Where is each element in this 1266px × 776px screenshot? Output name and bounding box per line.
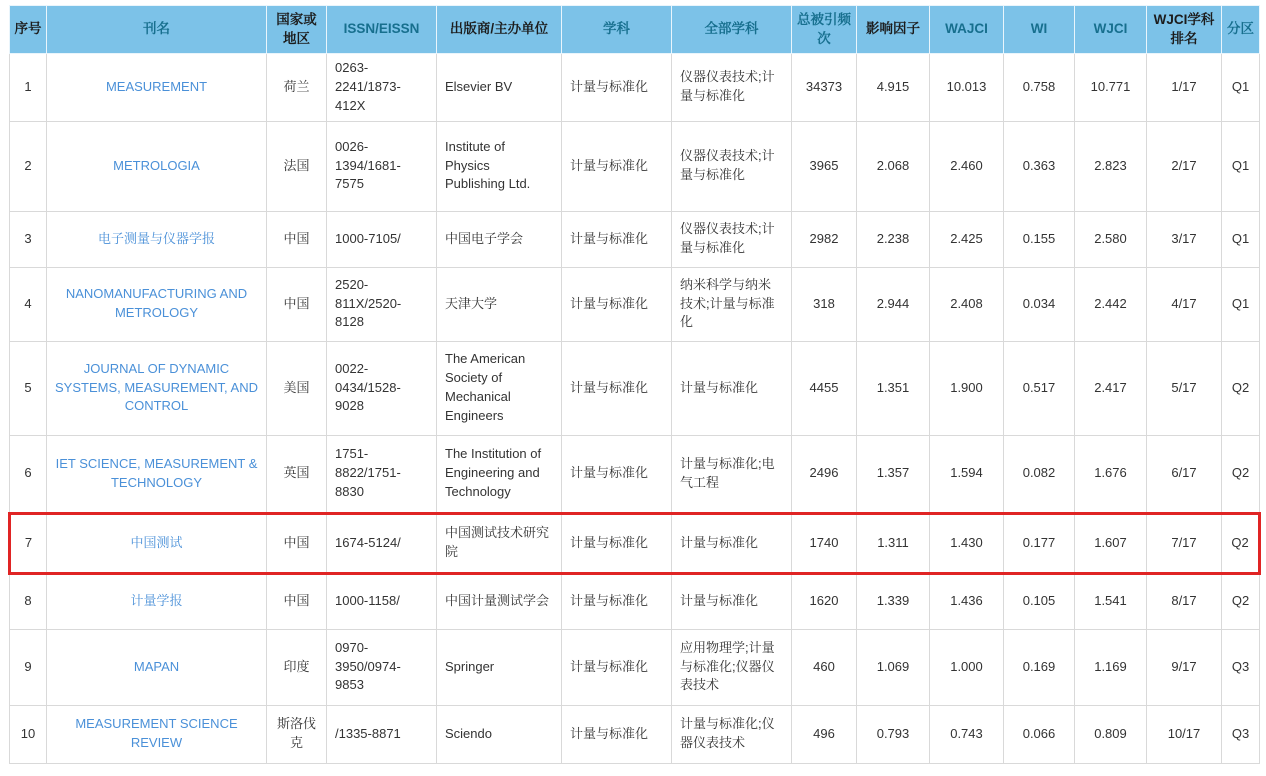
cell-wjci_rank: 8/17	[1147, 573, 1222, 629]
cell-issn: 1000-1158/	[327, 573, 437, 629]
table-row	[10, 435, 1260, 513]
cell-no: 1	[10, 54, 47, 122]
cell-all_subjects: 纳米科学与纳米技术;计量与标准化	[672, 267, 792, 341]
cell-all_subjects: 仪器仪表技术;计量与标准化	[672, 211, 792, 267]
cell-wjci_rank: 9/17	[1147, 629, 1222, 705]
cell-wjci_rank: 2/17	[1147, 121, 1222, 211]
table-row	[10, 211, 1260, 267]
column-header-wjci_rank: WJCI学科排名	[1147, 6, 1222, 54]
cell-wjci: 1.541	[1075, 573, 1147, 629]
cell-wjci: 1.676	[1075, 435, 1147, 513]
cell-wjci: 2.580	[1075, 211, 1147, 267]
cell-wi: 0.177	[1004, 513, 1075, 573]
cell-issn: 0022-0434/1528-9028	[327, 341, 437, 435]
cell-name	[47, 435, 267, 513]
cell-subject: 计量与标准化	[562, 513, 672, 573]
journal-ranking-table-container	[8, 5, 1258, 764]
cell-wjci_rank: 10/17	[1147, 705, 1222, 763]
cell-wajci: 2.460	[930, 121, 1004, 211]
table-row	[10, 341, 1260, 435]
cell-wi: 0.105	[1004, 573, 1075, 629]
column-header-wjci: WJCI	[1075, 6, 1147, 54]
cell-impact_factor: 0.793	[857, 705, 930, 763]
column-header-name: 刊名	[47, 6, 267, 54]
cell-wjci: 2.823	[1075, 121, 1147, 211]
cell-all_subjects: 仪器仪表技术;计量与标准化	[672, 121, 792, 211]
cell-issn: 0026-1394/1681-7575	[327, 121, 437, 211]
journal-link[interactable]: JOURNAL OF DYNAMIC SYSTEMS, MEASUREMENT, AND CONTROL	[55, 360, 258, 414]
cell-name	[47, 705, 267, 763]
cell-name	[47, 54, 267, 122]
cell-no: 2	[10, 121, 47, 211]
cell-wjci_rank: 6/17	[1147, 435, 1222, 513]
cell-impact_factor: 2.238	[857, 211, 930, 267]
cell-wajci: 2.425	[930, 211, 1004, 267]
cell-country: 中国	[267, 267, 327, 341]
cell-impact_factor: 1.351	[857, 341, 930, 435]
cell-wjci_rank: 1/17	[1147, 54, 1222, 122]
cell-wi: 0.155	[1004, 211, 1075, 267]
cell-issn: 0263-2241/1873-412X	[327, 54, 437, 122]
cell-subject: 计量与标准化	[562, 341, 672, 435]
cell-subject: 计量与标准化	[562, 54, 672, 122]
cell-wjci: 10.771	[1075, 54, 1147, 122]
cell-subject: 计量与标准化	[562, 121, 672, 211]
cell-country: 法国	[267, 121, 327, 211]
cell-no: 4	[10, 267, 47, 341]
journal-link[interactable]: MEASUREMENT	[105, 78, 208, 94]
cell-subject: 计量与标准化	[562, 629, 672, 705]
cell-publisher: Springer	[437, 629, 562, 705]
cell-country: 荷兰	[267, 54, 327, 122]
cell-quartile: Q3	[1222, 629, 1260, 705]
cell-subject: 计量与标准化	[562, 211, 672, 267]
cell-quartile: Q2	[1222, 573, 1260, 629]
cell-citations: 1620	[792, 573, 857, 629]
cell-citations: 460	[792, 629, 857, 705]
cell-all_subjects: 计量与标准化;仪器仪表技术	[672, 705, 792, 763]
cell-publisher: 中国计量测试学会	[437, 573, 562, 629]
cell-impact_factor: 1.311	[857, 513, 930, 573]
cell-all_subjects: 仪器仪表技术;计量与标准化	[672, 54, 792, 122]
cell-wajci: 1.436	[930, 573, 1004, 629]
cell-quartile: Q2	[1222, 513, 1260, 573]
cell-name	[47, 121, 267, 211]
cell-no: 5	[10, 341, 47, 435]
cell-name	[47, 513, 267, 573]
table-body	[10, 54, 1260, 764]
cell-citations: 2982	[792, 211, 857, 267]
cell-country: 中国	[267, 211, 327, 267]
cell-country: 斯洛伐克	[267, 705, 327, 763]
cell-impact_factor: 2.068	[857, 121, 930, 211]
cell-country: 英国	[267, 435, 327, 513]
cell-name	[47, 629, 267, 705]
cell-publisher: 中国测试技术研究院	[437, 513, 562, 573]
journal-link[interactable]: MAPAN	[133, 658, 180, 674]
cell-impact_factor: 1.357	[857, 435, 930, 513]
cell-citations: 4455	[792, 341, 857, 435]
cell-citations: 3965	[792, 121, 857, 211]
cell-country: 中国	[267, 573, 327, 629]
cell-wi: 0.169	[1004, 629, 1075, 705]
cell-publisher: The American Society of Mechanical Engineers	[437, 341, 562, 435]
cell-subject: 计量与标准化	[562, 267, 672, 341]
cell-country: 印度	[267, 629, 327, 705]
cell-wjci: 2.442	[1075, 267, 1147, 341]
journal-link[interactable]: 电子测量与仪器学报	[97, 230, 215, 246]
journal-table	[8, 5, 1261, 764]
journal-link[interactable]: 中国测试	[130, 534, 183, 550]
cell-quartile: Q1	[1222, 54, 1260, 122]
cell-no: 9	[10, 629, 47, 705]
journal-link[interactable]: MEASUREMENT SCIENCE REVIEW	[75, 716, 238, 751]
cell-wi: 0.758	[1004, 54, 1075, 122]
cell-impact_factor: 4.915	[857, 54, 930, 122]
cell-country: 中国	[267, 513, 327, 573]
cell-all_subjects: 应用物理学;计量与标准化;仪器仪表技术	[672, 629, 792, 705]
cell-publisher: 中国电子学会	[437, 211, 562, 267]
table-row-highlighted	[10, 513, 1260, 573]
cell-wjci_rank: 4/17	[1147, 267, 1222, 341]
column-header-no: 序号	[10, 6, 47, 54]
cell-wajci: 2.408	[930, 267, 1004, 341]
journal-link[interactable]: METROLOGIA	[113, 157, 200, 173]
table-row	[10, 629, 1260, 705]
cell-citations: 34373	[792, 54, 857, 122]
cell-wjci_rank: 5/17	[1147, 341, 1222, 435]
table-row	[10, 54, 1260, 122]
table-header	[10, 6, 1260, 54]
column-header-wajci: WAJCI	[930, 6, 1004, 54]
cell-name	[47, 267, 267, 341]
cell-wjci: 1.169	[1075, 629, 1147, 705]
cell-all_subjects: 计量与标准化	[672, 573, 792, 629]
column-header-impact_factor: 影响因子	[857, 6, 930, 54]
cell-issn: 0970-3950/0974-9853	[327, 629, 437, 705]
cell-subject: 计量与标准化	[562, 705, 672, 763]
cell-quartile: Q1	[1222, 121, 1260, 211]
cell-wajci: 0.743	[930, 705, 1004, 763]
cell-wi: 0.082	[1004, 435, 1075, 513]
cell-name	[47, 211, 267, 267]
cell-issn: /1335-8871	[327, 705, 437, 763]
cell-citations: 1740	[792, 513, 857, 573]
cell-publisher: Elsevier BV	[437, 54, 562, 122]
column-header-country: 国家或地区	[267, 6, 327, 54]
cell-wajci: 1.430	[930, 513, 1004, 573]
cell-quartile: Q2	[1222, 435, 1260, 513]
cell-issn: 1674-5124/	[327, 513, 437, 573]
cell-citations: 2496	[792, 435, 857, 513]
header-row	[10, 6, 1260, 54]
cell-wajci: 10.013	[930, 54, 1004, 122]
cell-quartile: Q1	[1222, 267, 1260, 341]
column-header-quartile: 分区	[1222, 6, 1260, 54]
cell-wajci: 1.900	[930, 341, 1004, 435]
column-header-all_subjects: 全部学科	[672, 6, 792, 54]
cell-wajci: 1.594	[930, 435, 1004, 513]
cell-wajci: 1.000	[930, 629, 1004, 705]
column-header-issn: ISSN/EISSN	[327, 6, 437, 54]
table-row	[10, 267, 1260, 341]
cell-wjci_rank: 3/17	[1147, 211, 1222, 267]
cell-wjci_rank: 7/17	[1147, 513, 1222, 573]
table-row	[10, 121, 1260, 211]
table-row	[10, 705, 1260, 763]
cell-country: 美国	[267, 341, 327, 435]
cell-no: 10	[10, 705, 47, 763]
journal-link[interactable]: IET SCIENCE, MEASUREMENT & TECHNOLOGY	[55, 455, 258, 490]
journal-link[interactable]: 计量学报	[130, 593, 183, 609]
cell-all_subjects: 计量与标准化	[672, 513, 792, 573]
cell-wi: 0.363	[1004, 121, 1075, 211]
cell-name	[47, 341, 267, 435]
column-header-wi: WI	[1004, 6, 1075, 54]
cell-publisher: Sciendo	[437, 705, 562, 763]
cell-issn: 1751-8822/1751-8830	[327, 435, 437, 513]
cell-all_subjects: 计量与标准化	[672, 341, 792, 435]
cell-publisher: The Institution of Engineering and Technology	[437, 435, 562, 513]
cell-no: 6	[10, 435, 47, 513]
column-header-publisher: 出版商/主办单位	[437, 6, 562, 54]
journal-link[interactable]: NANOMANUFACTURING AND METROLOGY	[65, 286, 248, 321]
cell-issn: 2520-811X/2520-8128	[327, 267, 437, 341]
cell-name	[47, 573, 267, 629]
cell-wi: 0.066	[1004, 705, 1075, 763]
cell-publisher: 天津大学	[437, 267, 562, 341]
column-header-citations: 总被引频次	[792, 6, 857, 54]
cell-quartile: Q1	[1222, 211, 1260, 267]
cell-citations: 496	[792, 705, 857, 763]
cell-wi: 0.517	[1004, 341, 1075, 435]
cell-impact_factor: 1.339	[857, 573, 930, 629]
cell-no: 8	[10, 573, 47, 629]
cell-wjci: 0.809	[1075, 705, 1147, 763]
cell-subject: 计量与标准化	[562, 573, 672, 629]
column-header-subject: 学科	[562, 6, 672, 54]
cell-publisher: Institute of Physics Publishing Ltd.	[437, 121, 562, 211]
cell-citations: 318	[792, 267, 857, 341]
cell-quartile: Q2	[1222, 341, 1260, 435]
cell-subject: 计量与标准化	[562, 435, 672, 513]
cell-wjci: 1.607	[1075, 513, 1147, 573]
cell-issn: 1000-7105/	[327, 211, 437, 267]
cell-impact_factor: 2.944	[857, 267, 930, 341]
cell-quartile: Q3	[1222, 705, 1260, 763]
cell-wi: 0.034	[1004, 267, 1075, 341]
table-row	[10, 573, 1260, 629]
cell-wjci: 2.417	[1075, 341, 1147, 435]
cell-all_subjects: 计量与标准化;电气工程	[672, 435, 792, 513]
cell-no: 7	[10, 513, 47, 573]
cell-impact_factor: 1.069	[857, 629, 930, 705]
cell-no: 3	[10, 211, 47, 267]
